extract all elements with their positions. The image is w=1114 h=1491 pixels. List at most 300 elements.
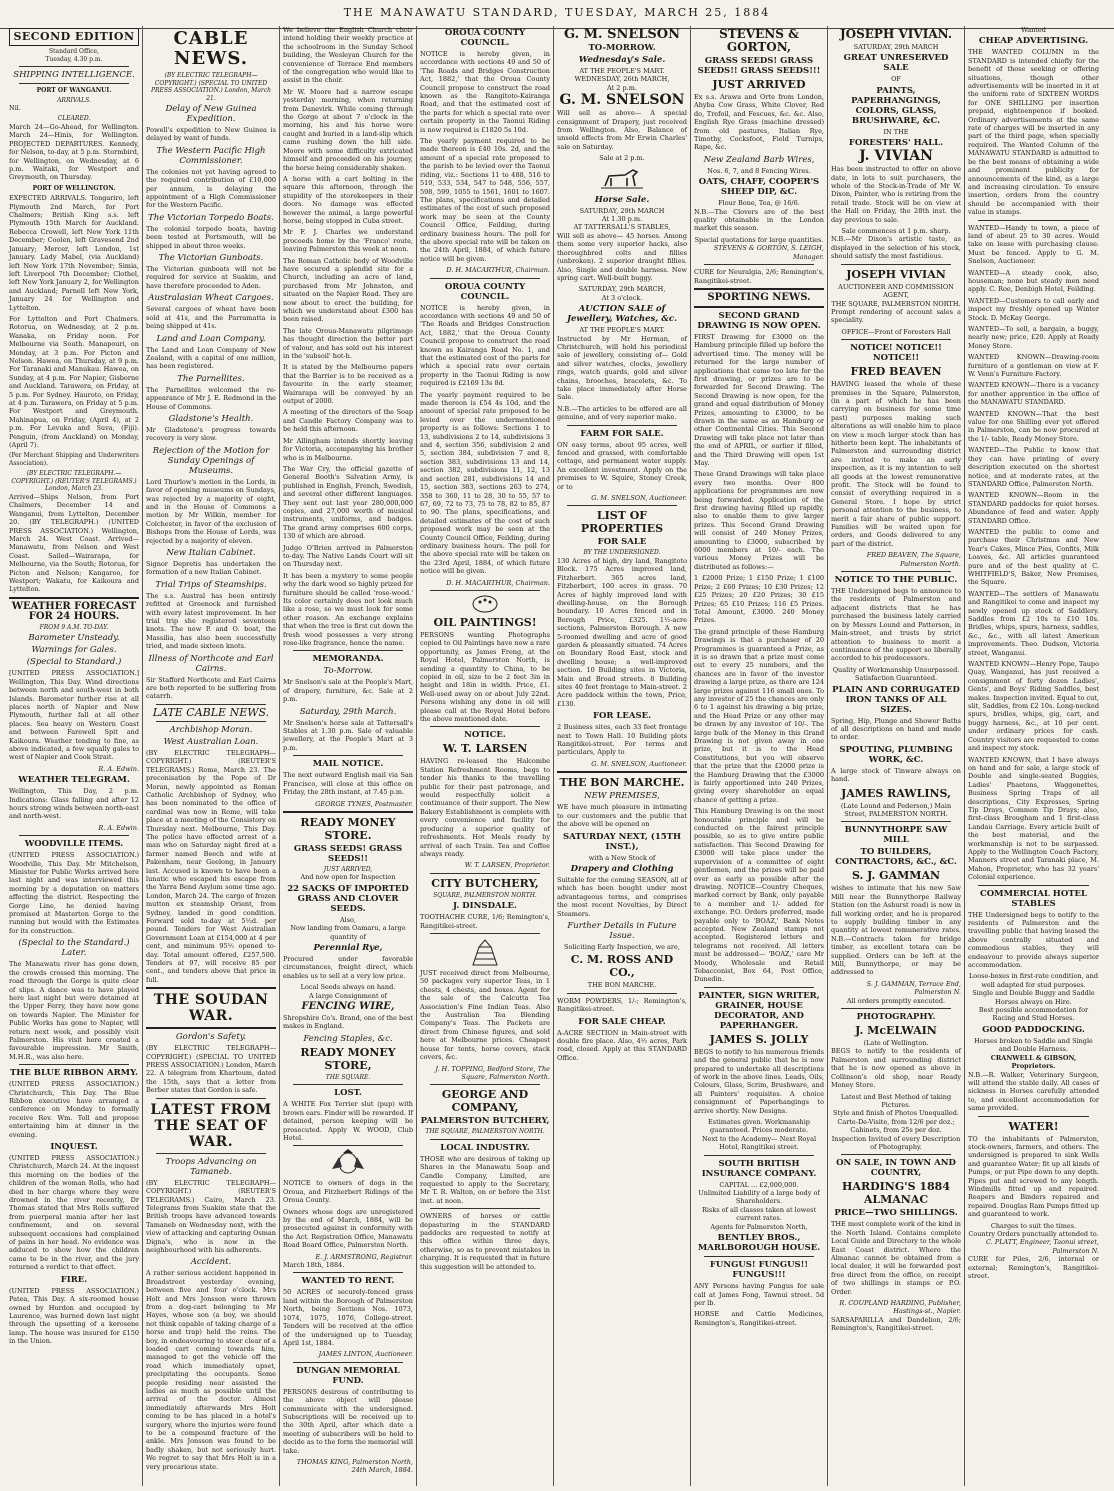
horse-cure-ad: HORSE and Cattle Medicines, Remington's, Rangitikei-street. <box>694 1310 824 1327</box>
local-t10: The War Cry, the official gazette of General Booth's Salvation Army, is published in English, French, Swedish, and several other different languages. They sent out last year 280,000,000 copies, and 27,000 worth of musical instruments, uniforms, and badges. The grand army comprises 600 corps, 130 of which are abroad. <box>283 464 413 541</box>
cable-t1: Powell's expedition to New Guinea is delayed by want of funds. <box>146 126 276 143</box>
telegram-text: Wellington, This Day, 2 p.m. Indications: Glass falling and after 12 hours strong winds between north-east and north-west. <box>9 787 139 821</box>
sale-at: Sale at 2 p.m. <box>599 154 645 163</box>
wanted-4: WANTED—To sell, a bargain, a buggy, nearly new; price, £20. Apply at Ready Money Store. <box>968 325 1099 350</box>
council-notice-sign: D. H. MACARTHUR, Chairman. <box>446 266 550 275</box>
dateline: Standard Office, Tuesday, 4.30 p.m. <box>45 48 103 63</box>
departures-text: For Lyttelton and Port Chalmers. Rotorua, on Wednesday, at 2 p.m. Wanaka, on Friday noon. For Melbourne via South. Manapouri, on Monday, at 3 p.m. For Picton and Nelson. Hawea, on Thursday, at 9 p.m. For Taranaki and Manukau. Hawea, on Sunday, at 4 p.m. For Napier, Gisborne and Auckland. Tarawera, on Friday, at 5 p.m. For Sydney. Hauroto, on Friday, at 4 p.m. Tarawera, on Friday at 5 p.m. For Westport and Greymouth. Mahinapua, on Friday, (April 4), at 2 p.m. For Levuka and Suva, (Fiji). Penguin, (from Auckland) on Monday, (April 7). <box>9 314 139 450</box>
memo-t14: Mr Snelson's horse sale at Tattersall's Stables at 1.30 p.m. Sale of valuable jewellery, at the People's Mart at 3 p.m. <box>283 718 413 752</box>
horse-text: Will sell as above— 45 horses. Among them some very superior hacks, also thoroughbred colts and fillies (unbroken). 2 superior draught fillies. Also, Single and double harness. New spring cart. Well-built buggy. <box>557 231 687 282</box>
unlimited-line: Unlimited Liability of a large body of Shareholders. <box>698 1189 820 1206</box>
cable-sub: (BY ELECTRIC TELEGRAPH—COPYRIGHT.) (SPECIAL TO UNITED PRESS ASSOCIATION.) London, March 21. <box>150 72 271 102</box>
bon-text: WE have much pleasure in intimating to our customers and the public that the above will be opened on <box>557 803 687 829</box>
weather-text: [UNITED PRESS ASSOCIATION.] Wellington, This Day. Wind directions between north and south-west in both Islands. Barometer further rise at all places north of Napier and New Plymouth, further fall at all other places. Sea heavy on Western Coast and between Farewell Spit and Kaikoura. Weather tending to fine, as above indicated, a few squally gales to west of Napier and Cook Strait. <box>9 669 139 762</box>
topping-sign: J. H. TOPPING, Bedford Store, The Square, Palmerston North. <box>435 1064 550 1081</box>
port-wanganui-heading: PORT OF WANGANUI. <box>36 87 112 94</box>
port-wellington-heading: PORT OF WELLINGTON. <box>32 184 116 192</box>
sporting-heading: SPORTING NEWS. <box>707 291 811 303</box>
george-co: GEORGE AND COMPANY, <box>441 1088 529 1115</box>
great-sale: GREAT UNRESERVED SALE <box>843 53 949 74</box>
cable-h10: New Italian Cabinet. <box>166 548 256 558</box>
fire-text: (UNITED PRESS ASSOCIATION.) Patea, This Day. A six-roomed house owned by Hurdon and occupied by Laurence, was burned down last night through the upsetting of a kerosene lamp. The house was insured for £150 in the Union. <box>9 1286 139 1346</box>
cable-t2: The colonies not yet having agreed to the required contribution of £10,000 per annum, is delaying the appointment of a High Commissioner for the Western Pacific. <box>146 167 276 210</box>
blue-ribbon-text: (UNITED PRESS ASSOCIATION.) Christchurch, This Day. The Blue Ribbon executive have arranged a conference on Monday to formally receive Rev. Wm. Toll and propose entertaining him at dinner in the evening. <box>9 1080 139 1139</box>
memo-sub: To-Morrow. <box>323 666 373 677</box>
farm-heading: FARM FOR SALE. <box>580 428 664 439</box>
local-t11: Judge O'Brien arrived in Palmerston to-day. The Native Lands Court will sit on Thursday next. <box>283 543 413 569</box>
just-text-6: Ex s.s. Arawa and Orte from London, Ahyba Cow Grass, White Clover, Red do, Trefoil, and Fescues, &c. &c. Also, English Rye Grass (machine dressed) from old pastures, Italian Rye, Timothy, Cocksfoot, Field Turnips, Rape, &c. <box>694 93 824 152</box>
weather-forecast-heading: WEATHER FORECAST FOR 24 HOURS. <box>11 600 137 622</box>
public-text: THE Undersigned begs to announce to the residents of Palmerston and adjacent districts that he has purchased the business lately carried on by Messrs Lound and Patterson, in Main-street, and trusts by strict attention to business to merit a continuance of the support so liberally accorded to his predecessors. <box>831 587 961 663</box>
water-text: TO the inhabitants of Palmerston, stock-owners, farmers, and others. The undersigned is prepared to sink Wells and guarantee Water; fit up all kinds of Pumps, or put Pipe down to any depth. Pipes put and screwed to any length. Windmills fitted up and repaired. Reapers and Binders repaired and repaired. Douglas Ram Pumps fitted up and guaranteed to work. <box>968 1134 1099 1219</box>
of-line: OF <box>891 75 901 84</box>
saw-mill: BUNNYTHORPE SAW MILL <box>844 825 948 846</box>
cable-h4: The Victorian Gunboats. <box>158 253 264 264</box>
stevens-sign: STEVENS & GORTON, S. LEIGH, Manager. <box>713 244 824 261</box>
builders-line: TO BUILDERS, CONTRACTORS, &C., &C. <box>835 847 957 868</box>
grass-seeds-line: GRASS SEEDS! GRASS SEEDS!! <box>293 843 403 864</box>
weather-sign: R. A. Edwin. <box>98 764 139 773</box>
style-line: Style and finish of Photos Unequalled. <box>833 1109 959 1118</box>
local-industry-heading: LOCAL INDUSTRY. <box>440 1142 530 1153</box>
cable-h6: Land and Loan Company. <box>156 333 266 344</box>
gms-name: G. M. SNELSON <box>559 92 685 109</box>
cable-news-title: CABLE NEWS. <box>173 28 249 69</box>
wanted-12: WANTED KNOWN—Henry Pope, Taupo Quay, Wanganui, has just received a consignment of forty dozen Ladies', Gents', and Boys' Riding Saddles, best makes. Inspection invited. Equal to cut, slit, Saddles, from £2 10s. Long-necked spurs, bridles, whips, gig, cart, and buggy harness, &c., at 10 per cent. under ordinary prices for cash. Country visitors are requested to come and inspect my stock. <box>968 660 1099 753</box>
vivian-name: J. VIVIAN <box>859 148 933 165</box>
harding-sign: R. COUPLAND HARDING, Publisher, Hastings-st., Napier. <box>839 1299 961 1316</box>
cable-h9: Rejection of the Motion for Sunday Openings of Museums. <box>152 445 270 476</box>
also-text: Now landing from Oamaru, a large quantity of <box>290 924 406 941</box>
paddocking: GOOD PADDOCKING. <box>982 1024 1085 1035</box>
fungus-text: ANY Persons having Fungus for sale call at James Fong, Tawnui street. 5d per lb. <box>694 1282 824 1307</box>
water-heading: WATER! <box>1008 1119 1059 1133</box>
dungan-heading: DUNGAN MEMORIAL FUND. <box>296 1365 400 1386</box>
oil-paintings-heading: OIL PAINTINGS! <box>433 615 537 629</box>
single-double: Single and Double Buggy and Saddle Horses always on Hire. <box>972 989 1095 1006</box>
cable-t9: Lord Thurlow's motion in the Lords, in favor of opening museums on Sundays, was rejected by a majority of eight, and in the House of Commons a motion by Mr Wilkin, member for Colchester, in favor of the exclusion of Bishops from the House of Lords, was rejected by a majority of eleven. <box>146 477 276 545</box>
local-t9: Mr Allingham intends shortly leaving for Victoria, accompanying his brother who is in Melbourne. <box>283 436 413 462</box>
piles-ad: CURE for Piles, 2/6, internal or external; Remington's, Rangitikei-street. <box>968 1255 1099 1281</box>
mcelwain-name: J. McELWAIN <box>855 1024 937 1038</box>
charges-line: Charges to suit the times. <box>990 1221 1077 1230</box>
wanted-9: WANTED KNOWN—Room in the STANDARD paddocks for quiet horses. Abundance of feed and water. Apply STANDARD Office. <box>968 491 1099 525</box>
cable-h7: The Parnellites. <box>177 373 245 384</box>
shipping-heading: SHIPPING INTELLIGENCE. <box>13 70 135 80</box>
wanted-rent-heading: WANTED TO RENT. <box>301 1276 395 1287</box>
dungan-sign: THOMAS KING, Palmerston North, 24th March, 1884. <box>296 1457 413 1475</box>
new-premises: NEW PREMISES, <box>584 791 660 802</box>
list-text: 130 Acres of high, dry land, Rangitoto Block. 175 Acres improved land, Fitzherbert. 365 acres land, Fitzherbert, 100 acres in grass. 70 Acres of highly improved land with dwelling-house, on the Borough boundary. 10 Acres fenced and in Borough Price, £325. 1½-acre sections, Palmerston Borough. A new 5-roomed dwelling and acre of good garden & pleasantly situated. 74 Acres on Boundary Road East, stock and dwelling house; a well-improved section. 10 Building sites in Victoria, Main and Broad streets. 8 Building sites 40 feet frontage to Main-street. 2 Acre paddock within the town, Price, £130. <box>557 556 687 708</box>
platt-sign: C. PLATT, Engineer, Taonui street, Palmerston N. <box>985 1238 1099 1255</box>
cable-t6: The Land and Loan Company of New Zealand, with a capital of one million, has been registered. <box>146 345 276 371</box>
cable-h16: Troops Advancing on Tamaneb. <box>165 1156 257 1177</box>
council-heading-2: OROUA COUNTY COUNCIL. <box>444 281 526 302</box>
sale-time: At 2 p.m. <box>607 83 637 92</box>
city-butchery: CITY BUTCHERY, <box>431 876 539 890</box>
stevens-gorton: STEVENS & GORTON, <box>719 27 799 54</box>
woodville-text: (UNITED PRESS ASSOCIATION.) Woodville, This Day. Mr Mitchelson, Minister for Public Works arrived here last night and was interviewed this morning by a deputation on matters affecting the district. Respecting the Gorge Line, he denied having promised at Masterton Gorge to the running but would with the Estimates for its construction. <box>9 851 139 935</box>
fungus-heading: FUNGUS! FUNGUS!! FUNGUS!!! <box>709 1260 809 1281</box>
jolly-name: JAMES S. JOLLY <box>709 1032 809 1046</box>
late-cable-heading: LATE CABLE NEWS. <box>152 705 270 719</box>
just-arrived-6: JUST ARRIVED <box>712 78 806 91</box>
inquest-text: (UNITED PRESS ASSOCIATION.) Christchurch, March 24. At the inquest this morning on the bodies of the children of the woman Rolls, who had died in her charge where they were drowned in the river recently, Dr Thomas stated that Mrs Rolls suffered from puerperal mania after her last confinement, and on several subsequent occasions had complained of pains in her head. No evidence was adduced to show how the children came to be in the river, and the jury returned a verdict to that effect. <box>9 1154 139 1272</box>
insurance-heading: SOUTH BRITISH INSURANCE COMPANY. <box>701 1158 817 1179</box>
sarsaparilla-ad: SARSAPARILLA and Dandelion, 2/6; Remington's, Rangitikei-street. <box>831 1315 961 1333</box>
prize-text-2: The grand principle of these Hamburg Drawings is that a purchaser of 20 Programmes is guaranteed a Prize, as it is so drawn that a prize must come out to every 25 numbers, and the chances are in favor of the investor drawing a large prize, as there are 124 large prizes against 116 small ones. To any investor of 25 the chances are only 6 to 1 against his drawing a big prize, and the Head Prize or any other may be drawn by any investor of 10/-. The large bulk of the Money in this Grand Drawing is not given away in one prize, but it is to the Head Constitutions, but you will observe that the prize that the £2000 prize is the Hamburg Drawing that the £3000 is fairly apportioned into 240 Prizes, giving every shareholder an equal chance of getting a prize. <box>694 627 824 804</box>
store-name: READY MONEY STORE, <box>300 1045 396 1072</box>
fire-heading: FIRE. <box>60 1274 88 1285</box>
woodville-special: (Special to the Standard.) Later. <box>18 938 130 959</box>
gamman-sign: S. J. GAMMAN, Terrace End, Palmerston N. <box>866 979 961 997</box>
council2-sign: D. H. MACARTHUR, Chairman. <box>446 578 550 587</box>
vivian-date: SATURDAY, 29th MARCH <box>853 43 939 51</box>
cable-t7: The Parnellites welcomed the re-appearance of Mr J. E. Redmond in the House of Commons. <box>146 385 276 411</box>
latest-method: Latest and Best Method of taking Pictures. <box>840 1092 952 1109</box>
arrivals-text: Nil. <box>9 104 21 112</box>
local-t2: Mr W. Moore had a narrow escape yesterday morning, when returning from Danevirk. While coming through the Gorge at about 7 o'clock in the morning, his and his horse were caught and buried in a land-slip which came rushing down the hill side. Moore with some difficulty extricated himself and proceeded on his journey, the horse being considerably shaken. <box>283 87 413 172</box>
mail-text: The next outward English mail via San Francisco, will close at this office on Friday, the 28th instant, at 7.45 p.m. <box>283 771 413 797</box>
special-quotes: Special quotations for large quantities. <box>694 235 824 244</box>
warnings-line: Warnings for Gales. <box>31 645 117 656</box>
farm-sign: G. M. SNELSON, Auctioneer. <box>591 494 687 503</box>
barb-wire: New Zealand Barb Wires, <box>703 154 815 165</box>
rent-text: 50 ACRES of securely-fenced grass land within the Borough of Palmerston North, being Sections Nos. 1073, 1074, 1075, 1076, College-street. Tenders will be received at the office of the undersigned up to Tuesday, April 1st, 1884. <box>283 1288 413 1347</box>
larsen-name: W. T. LARSEN <box>442 742 528 756</box>
jolly-text: BEGS to notify to his numerous friends and the general public that he is now prepared to undertake all descriptions of work in the above lines. Leads, Oils, Colours, Glass, Scrim, Brushware, and all Painters' requisites. A choice consignment of Paperhangings to arrive shortly. New Designs. <box>694 1047 824 1115</box>
wanted-5: WANTED KNOWN—Drawing-room furniture of a gentleman on view at F. W. Venn's Furniture Factory. <box>968 353 1099 379</box>
dog-notice-text: Owners whose dogs are unregistered by the end of March, 1884, will be prosecuted against in conformity with the Act. Registration Office, Manawatu Road Board Office, Palmerston North. <box>283 1207 413 1250</box>
list-heading: LIST OF PROPERTIES <box>580 509 664 536</box>
horse-date: SATURDAY, 29th MARCH <box>579 206 665 215</box>
jewel-text: Instructed by Mr Herman, of Christchurch, will hold his periodical sale of jewellery, consisting of— Gold and silver watches, clocks, jewellery rings, watch guards, gold and silver chains, brooches, bracelets, &c. To take place immediately after Horse Sale. <box>557 334 687 402</box>
notice-triple: NOTICE! NOTICE!! NOTICE!! <box>850 343 942 364</box>
cable-h11: Trial Trips of Steamships. <box>155 579 267 590</box>
local-t5: The Roman Catholic body of Woodville have secured a splendid site for a Church, including an acre of land, purchased from Mr Johnston, and situated on the Napier Road. They are now about to erect the building, for which we understand about £300 has been raised. <box>283 256 413 324</box>
carte-line: Carte-De-Visite, from 12/6 per doz.; Cabinets, from 25s per doz. <box>837 1117 955 1135</box>
drawing-text: FIRST Drawing for £3000 on the Hamburg principle filled up before the advertised time. The money will be returned for the large number of applications that came too late for the first drawing, or prizes are to be forwarded for Second Drawing. The Second Drawing is now open, for the grand and equal distribution of Money Prizes, amounting to £3000, to be drawn in the same as an Hamburg or other Continental Cities. This Second Drawing will take place not later than the end of APRIL, or earlier if filled, and the Third Drawing will open 1st May. <box>694 332 824 467</box>
by-undersigned: BY THE UNDERSIGNED. <box>583 549 661 557</box>
dog-notice-heading: NOTICE to owners of dogs in the Oroua, and Fitzherbert Ridings of the Oroua County. <box>283 1179 413 1205</box>
second-edition-title: SECOND EDITION <box>9 28 139 46</box>
wanted-2: WANTED—A steady cook, also, houseman; none but steady men need apply. C. Roe, Denbigh Hotel, Feilding. <box>968 268 1099 294</box>
painter-heading: PAINTER, SIGN WRITER, GRAINER, HOUSE DECORATOR, AND PAPERHANGER. <box>698 990 820 1031</box>
cable-t3: The colonial torpedo boats, having been tested at Portsmouth, will be shipped in about three weeks. <box>146 224 276 250</box>
column-6 <box>691 26 828 1486</box>
larsen-sign: W. T. LARSEN, Proprietor. <box>464 861 550 870</box>
lost-heading: LOST. <box>334 1088 362 1099</box>
lease-heading: FOR LEASE. <box>592 711 652 722</box>
inquest-heading: INQUEST. <box>50 1142 98 1152</box>
council-heading: OROUA COUNTY COUNCIL. <box>444 28 526 48</box>
topping-text: JUST received direct from Melbourne, 50 packages very superior Teas, in 1 chests, 4 chests, and boxes. Agent for the sale of the Calcutta Tea Association's Fine Indian Teas. Also the Australian Tea Blending Company's Teas. The Packets are direct from Chinese figures, and sold here at Melbourne prices. Cheapest house for tents, horse covers, stack covers, &c. <box>420 969 550 1062</box>
drawing-heading: SECOND GRAND DRAWING IS NOW OPEN. <box>697 310 821 331</box>
harding-almanac: HARDING'S 1884 ALMANAC <box>842 1180 950 1207</box>
snelson-heading: G. M. SNELSON <box>563 27 681 42</box>
sale-date: WEDNESDAY, 26th MARCH, <box>574 75 670 84</box>
cable-t8: Mr Gladstone's progress towards recovery is very slow. <box>146 425 276 443</box>
bon-text-3: Suitable for the coming SEASON, all of which has been bought under most advantageous terms, and comprises the most recent Novelties, by Direct Steamers. <box>557 875 687 918</box>
council-notice-text: NOTICE is hereby given, in accordance with sections 49 and 50 of 'The Roads and Bridges Construction Act, 1882,' that the Oroua County Council propose to construct the road known as the Rangitoto-Kairanga Road, and that the estimated cost of the parts for which a special rate over certain property in the Taonui Riding is now required is £1820 5s 10d. <box>420 50 550 134</box>
horses-broken: Horses broken to Saddle and Single and Double Harness. <box>974 1036 1093 1054</box>
just-arrived: JUST ARRIVED, <box>323 865 373 873</box>
butchery-square: SQUARE, PALMERSTON NORTH. <box>433 891 537 899</box>
cable-t10: Signor Depretis has undertaken the formation of a new Italian Cabinet. <box>146 560 276 577</box>
store-square: THE SQUARE. <box>325 1073 371 1081</box>
local-t12: It has been a mystery to some people why the dark wood so highly prized for furniture should be called 'rose-wood.' Its color certainly does not look much like a rose, so we must look for some other reason. An exchange explains that when the tree is first cut down the fresh wood possesses a very strong rose-like fragrance, hence the name. <box>283 571 413 648</box>
tanks-text: Spring, Hip, Plunge and Shower Baths of all descriptions on hand and made to order. <box>831 716 961 742</box>
risks-line: Risks of all classes taken at lowest current rates. <box>701 1205 817 1223</box>
oats-note: N.B.—The Clovers are of the best quality obtainable in the London market this season. <box>694 207 824 233</box>
weather-telegram-heading: WEATHER TELEGRAM. <box>18 775 130 786</box>
telegraph-text: Arrived—Ships Nelson, from Port Chalmers, December 14 and Wanganui, from Lyttelton, December 20. (BY TELEGRAPH.) (UNITED PRESS ASSOCIATION.) Wellington, March 24. West Coast. Arrived—Manawatu, from Nelson and West Coast. Sailed—Wairarapa, for Melbourne, via the South; Rotorua, for Picton and Nelson; Kangaroo, for Westport; Wakatu, for Kaikoura and Lyttelton. <box>9 492 139 594</box>
cable-t12: Sir Stafford Northcote and Earl Cairns are both reported to be suffering from catarrh. <box>146 675 276 701</box>
weather-sub: FROM 9 A.M. TO-DAY. <box>39 623 109 631</box>
gamman-name: S. J. GAMMAN <box>851 869 941 883</box>
gamman-text: wishes to intimate that his new Saw Mill near the Bunnythorpe Railway Station (on the Ashurst road) is now in full working order, and he is prepared to supply building timber in any quantity at lowest remunerative rates. N.B.—Contracts taken for bridge timber, as excellent totara can be supplied. Orders can be left at the Mill, Bunnythorpe, or may be addressed to <box>831 884 961 977</box>
vivian-note: N.B.—Mr Dixon's artistic taste, as displayed in the selection of his stock, should satisfy the most fastidious. <box>831 235 961 261</box>
column-4 <box>417 26 554 1486</box>
photography-heading: PHOTOGRAPHY. <box>856 1012 936 1023</box>
dog-notice-date: March 18th, 1884. <box>283 1261 345 1270</box>
column-7 <box>828 26 965 1486</box>
mcelwain-sub: (Late of Wellington. <box>863 1039 929 1048</box>
cable-t5: Several cargoes of wheat have been sold at 41s, and the Parramatta is being shipped at 41s. <box>146 305 276 331</box>
almanac-sale: ON SALE, IN TOWN AND COUNTRY, <box>836 1158 956 1179</box>
horse-sale-heading: Horse Sale. <box>594 194 650 205</box>
cranwell-gibson: CRANWELL & GIBSON, Proprietors. <box>990 1053 1077 1071</box>
rawlins-sub: (Late Lound and Pederson,) Main Street, PALMERSTON NORTH. <box>840 801 952 818</box>
horse-icon <box>597 166 647 192</box>
next-door-line: Next to the Academy— Next Royal Hotel, Rangitikei street. <box>701 1134 817 1152</box>
cable-h2: The Western Pacific High Commissioner. <box>156 145 266 166</box>
tanks-heading: PLAIN AND CORRUGATED IRON TANKS OF ALL SIZES. <box>832 684 960 715</box>
cable-h12: Illness of Northcote and Earl Cairns. <box>148 653 274 674</box>
mail-notice-heading: MAIL NOTICE. <box>312 759 384 770</box>
ross-name: C. M. ROSS AND CO., <box>570 953 674 980</box>
mart-line: AT THE PEOPLE'S MART. <box>579 67 665 75</box>
oats-line: OATS, CHAFF, COOPER'S SHEEP DIP, &C. <box>698 177 820 198</box>
column-8 <box>965 26 1102 1486</box>
orders-line: All orders promptly executed. <box>846 996 946 1005</box>
spouting-heading: SPOUTING, PLUMBING WORK, &C. <box>839 744 953 765</box>
oil-text: PERSONS wanting Photographs copied to Oil Paintings have now a rare opportunity, as James Freng, at the Royal Hotel, Palmerston North, is sending a quantity to China, to be copied in oil, size to be 2 feet 3in in height and 18in in width. Price, £1. Well-used away on or about July 22nd. Persons wishing any done in oil will please call at the Royal Hotel before the above mentioned date. <box>420 630 550 724</box>
vivian-sale-time: Sale commences at 1 p.m. sharp. <box>841 227 951 236</box>
hotel-stables: COMMERCIAL HOTEL STABLES <box>979 888 1088 909</box>
wire-text: Nos. 6, 7, and 8 Fencing Wires. <box>707 166 811 175</box>
cheap-heading: FOR SALE CHEAP. <box>578 1016 666 1027</box>
neuralgia-ad: CURE for Neuralgia, 2/6; Remington's, Rangitikei-street. <box>694 268 824 285</box>
oats-2: Flour Bone, Tea, @ 16/6. <box>718 199 800 208</box>
joseph-sub: AUCTIONEER AND COMMISSION AGENT, <box>838 282 954 300</box>
capital-line: CAPITAL ... £2,000,000. <box>719 1180 799 1189</box>
bon-text-2: with a New Stock of <box>588 853 656 862</box>
wed-sale: Wednesday's Sale. <box>578 55 666 65</box>
soudan-war-heading: THE SOUDAN WAR. <box>153 992 269 1025</box>
beehive-icon <box>465 937 505 967</box>
local-t6: The late Oroua-Manawatu pilgrimage has thought direction the better part of valour, and has sold out his interest in the 'subsoil' hot-h. <box>283 326 413 361</box>
column-3 <box>280 26 417 1486</box>
inspection-text: And now open for Inspection <box>300 873 396 882</box>
woodville-heading: WOODVILLE ITEMS. <box>24 839 124 850</box>
council2-text: NOTICE is hereby given, in accordance with sections 49 and 50 of 'The Roads and Bridges Construction Act, 1882,' that the Oroua County Council propose to construct the road known as Kairanga Road No. 1, and that the estimated cost of the parts for which a special rate over certain property in the Taonui Riding is now required is £2169 13s 8d. <box>420 303 550 388</box>
local-t1: We believe the English Church choir intend holding their weekly practice at the schoolroom in the Sunday School building, the Wesleyan Church for the convenience of Terrace End members of the congregation who would like to assist in the choir. <box>283 26 413 85</box>
consignment-line: A large Consignment of <box>309 991 387 1000</box>
lost-text: A WHITE Fox Terrier slut (pup) with brown ears. Finder will be rewarded. If detained, person keeping will be prosecuted. Apply W. WOOD, Club Hotel. <box>283 1100 413 1142</box>
cable-h13: Archbishop Moran. <box>169 724 253 735</box>
special-line: (Special to Standard.) <box>26 657 122 668</box>
in-the: IN THE <box>883 127 909 136</box>
memoranda-heading: MEMORANDA. <box>312 654 384 665</box>
drawing-text-2: These Grand Drawings will take place every two months. Over 800 applications for programmes are now being forwarded. Application of the first drawing having filled up rapidly, also to enable them to give larger prizes. This Second Grand Drawing will consist of 240 Money Prizes, amounting to £3000, subscribed by 6000 members at 10/- each. The various Money Prizes will be distributed as follows:— <box>694 470 824 571</box>
paints-line: PAINTS, PAPERHANGINGS, COLORS, GLASS, BRUSHWARE, &C. <box>851 85 941 126</box>
arrivals-label: ARRIVALS. <box>57 96 91 104</box>
local-t3: A horse with a cart bolting in the square this afternoon, through the stupidity of the storekeepers in their doors. No damage was effected however the animal, a large powerful horse, being stopped in Cuba street. <box>283 174 413 225</box>
masthead: THE MANAWATU STANDARD, TUESDAY, MARCH 25, 1884 <box>0 0 1114 29</box>
prize-text: 1 £2000 Prize; 1 £150 Prize; 1 £100 Prize; 2 £60 Prizes; 10 £30 Prizes; 12 £25 Prizes; 20 £20 Prizes; 30 £15 Prizes; 65 £10 Prizes; 116 £5 Prizes. Total Amount, £3000. 240 Money Prizes. <box>694 574 824 625</box>
rawlins-name: JAMES RAWLINS, <box>841 786 951 800</box>
wanted-label: Wanted <box>1021 26 1046 34</box>
cable-t15: (BY ELECTRIC TELEGRAPH—COPYRIGHT.) (SPECIAL TO UNITED PRESS ASSOCIATION.) London, March 22. A telegram from Khartoum, dated the 15th, says that a letter from Berber states that Gordon is safe. <box>146 1044 277 1095</box>
local-t4: Mr F. J. Charles we understand proceeds home by the 'Franco' route, leaving Palmerston this week at noon. <box>283 228 413 254</box>
cable-t16: (BY ELECTRIC TELEGRAPH—COPYRIGHT.) (REUTER'S TELEGRAMS.) Cairo, March 23. Telegrams from Suakim state that the British troops have advanced towards Tamaneb on Wednesday next, with the view of attacking and capturing Osman Digna's, who is now in the neighbourhood with his adherents. <box>146 1178 276 1254</box>
auction-heading: AUCTION SALE of Jewellery, Watches, &c. <box>566 304 678 325</box>
palette-icon <box>470 594 500 614</box>
also-line: Also, <box>339 915 357 924</box>
joseph-square: THE SQUARE, PALMERSTON NORTH. <box>831 299 961 308</box>
walker-note: N.B.—R. Walker, Veterinary Surgeon, will attend the stable daily. All cases of sickness in Horses carefully attended to, and excellent accommodation for same provided. <box>968 1070 1099 1113</box>
local-seeds: Local Seeds always on hand. <box>300 983 396 992</box>
wanted-6: WANTED KNOWN—There is a vacancy for another apprentice in the office of the MANAWATU STANDARD. <box>968 381 1099 407</box>
cable-h5: Australasian Wheat Cargoes. <box>148 293 274 304</box>
column-2 <box>143 26 280 1486</box>
public-notice: NOTICE TO THE PUBLIC. <box>834 575 958 586</box>
palmerston-butchery: PALMERSTON BUTCHERY, <box>420 1116 550 1127</box>
spouting-text: A large stock of Tinware always on hand. <box>831 766 961 784</box>
joseph-text: Prompt rendering of account sales a speciality. <box>831 307 961 325</box>
tattersalls: AT TATTERSALL'S STABLES, <box>573 223 671 232</box>
jewel-note: N.B.—The articles to be offered are all genuine, and of very superior make. <box>557 404 687 422</box>
dungan-text: PERSONS desirous of contributing to the above object will please communicate with the undersigned. Subscriptions will be received up to the 30th April, after which date a meeting of subscribers will be held to decide as to the form the memorial will take. <box>283 1387 413 1455</box>
wanted-10: WANTED the public to come and purchase their Christmas and New Year's Cakes, Mince Pies, Confits, Milk Loaves, &c. All articles guaranteed pure and of the best quality at C. WHITFIELD'S, Baker, New Premises, the Square. <box>968 527 1099 587</box>
gms-text: Will sell as above— A special consignment of Drapery, just received from Wellington. Also, Balance of unsold effects from Mr Erwin Charles' sale on Saturday. <box>557 109 687 151</box>
beaven-sign: FRED BEAVEN, The Square, Palmerston North. <box>866 551 961 568</box>
cleared-label: CLEARED. <box>57 115 91 123</box>
cable-h3: The Victorian Torpedo Boats. <box>148 212 274 223</box>
horse-time: At 1.30 p.m. <box>601 215 643 224</box>
barometer-line: Barometer Unsteady. <box>28 633 120 644</box>
lease-text: 2 Business sites, each 33 feet frontage next to Town Hall. 10 Building plots Rangitikei-street. For terms and particulars, Apply to <box>557 723 687 757</box>
quality-line: Quality of Workmanship Unsurpassed. <box>832 665 960 674</box>
port-wellington-text: EXPECTED ARRIVALS. Tongariro, left Plymouth 2nd March, for Port Chalmers; British King s.s. left Plymouth 15th March for Auckland. Rebecca Crowell, left New York 11th December; Coolen, left Gravesend 2nd January; Mercer, left London, 1st January. Lady Mabel, (via Auckland) left New York 17th November; Simia, left Liverpool 7th December; Clothel, left New York January 2, for Wellington and Auckland; Parnell left New York, January 24 for Wellington and Lyttelton. <box>9 194 139 312</box>
cable-t14: (BY ELECTRIC TELEGRAPH—COPYRIGHT.) (REUTER'S TELEGRAMS.) Rome, March 23. The preconisation by the Pope of Dr Moran, newly appointed as Roman Catholic Archbishop of Sydney, who has been nominated to the office of cardinal was now in Rome, will take place at a meeting of the Consistory on Thursday next. Melbourne, This Day. The police have effected arrest of a man who on Saturday night fired at a farmer named Beech and wife at Pakenham, near Geelong, in January last. Accused is known to have been a lunatic who escaped his escape from the Yarra Bend Asylum some time ago. London, March 24. The cargo of frozen mutton ex steamship Orient, from Sydney, landed in good condition. Forward sold to-day at 5½d. per pound. Tenders for West Australian Government Loan at £154,000 at 4 per cent, and minimum 95½ opened to-day. Total amount offered, £257,500. Tenders at 97, will receive 85 per cent., and tenders above that price in full. <box>146 748 276 984</box>
larsen-text: HAVING re-leased the Halcombe Station Refreshment Rooms, begs to tender his thanks to the travelling public for their past patronage, and would respectfully solicit a continuance of their support. The New Bakery Establishment is complete with every convenience and facility for producing a superior quality of refreshments. Hot Meals ready by arrival of each Train. Tea and Coffee always ready. <box>420 757 550 858</box>
lease-sign: G. M. SNELSON, Auctioneer. <box>591 759 687 768</box>
rent-sign: JAMES LINTON, Auctioneer. <box>318 1350 413 1359</box>
local-t7: It is stated by the Melbourne papers that the Barrier is to be received as a favourite in the early steamer, Wairarapa will be conveyed by an output of 2000. <box>283 363 413 406</box>
vivian-heading: JOSEPH VIVIAN. <box>839 27 953 41</box>
mail-sign: GEORGE TYNES, Postmaster. <box>315 799 413 808</box>
cheap-adv-text: THE WANTED COLUMN in the STANDARD is intended chiefly for the benefit of those seeking or offering situations, though other advertisements will be inserted in it at the uniform rate of SIXTEEN WORDS for ONE SHILLING per insertion prepaid, eighteenpence if booked. Ordinary advertisements at the same rate of charges will be inserted in any part of the third page, when specially required. The Wanted Column of the MANAWATU STANDARD is admitted to be the best means of obtaining a wide and prominent publicity for announcements of the kind, as a large and increasing circulation. To ensure insertion, orders from the country should be accompanied with their value in stamps. <box>968 48 1099 217</box>
bon-marche-2: THE BON MARCHE. <box>587 981 657 990</box>
royal-crest-icon <box>328 1149 368 1177</box>
estimates-line: Estimates given. Workmanship guaranteed. Prices moderate. <box>708 1118 810 1135</box>
cheap-text: A-ACRE SECTION in Main-street with double fire place. Also, 4½ acres, Park road, closed. Apply at this STANDARD Office. <box>557 1028 687 1062</box>
satisfaction-line: Satisfaction Guaranteed. <box>854 674 938 683</box>
dinsdale-name: J. DINSDALE. <box>453 901 517 912</box>
local-t8: A meeting of the directors of the Soap and Candle Factory Company was to be held this afternoon. <box>283 408 413 434</box>
vivian-text: Has been instructed to offer on above date, in lots to suit purchasers, the whole of the Stock-in-Trade of Mr W. Dixon, Painter, who is retiring from the retail trade. Stock will be on view at the Hall on Friday, the 28th inst. the day previous to sale. <box>831 165 961 224</box>
mart-line-2: AT THE PEOPLE'S MART. <box>579 326 665 335</box>
fencing-wire: FENCING WIRE, <box>301 1001 395 1013</box>
accident-heading: Accident. <box>190 1257 232 1268</box>
for-sale: FOR SALE <box>597 537 647 548</box>
drapery-line: Drapery and Clothing <box>570 863 674 874</box>
agents-line: Agents for Palmerston North, <box>710 1222 808 1231</box>
owners-notice: OWNERS of horses or cattle depasturing in the STANDARD paddocks are requested to notify at this office within three days, otherwise, so as to prevent mistakes in charging. It is requested that in future this suggestion will be attended to. <box>420 1212 550 1271</box>
wanted-11: WANTED—The settlers of Manawatu and Rangitikei to come and inspect my newly opened up stock of Saddlery. Saddles from £2 10s to £10 10s. Bridles, whips, spurs, harness, saddles, &c., &c., with all latest American improvements. Theo. Dudson, Victoria street, Wanganui. <box>968 589 1099 657</box>
bentley-bros: BENTLEY BROS., MARLBOROUGH HOUSE. <box>697 1233 821 1254</box>
latest-war-heading: LATEST FROM THE SEAT OF WAR. <box>150 1101 272 1150</box>
hotel-text: THE Undersigned begs to notify to the residents of Palmerston and the travelling public that having leased the above centrally situated and commodious stables, they will endeavour to provide always superior accommodation. <box>968 910 1099 970</box>
office-line: OFFICE—Front of Foresters Hall <box>841 327 951 336</box>
staples-line: Fencing Staples, &c. <box>303 1033 393 1044</box>
george-square: THE SQUARE, PALMERSTON NORTH. <box>425 1128 545 1136</box>
photo-text: BEGS to notify to the residents of Palmerston and surrounding district that he is now opened as above in Collinson's old shop, near Ready Money Store. <box>831 1047 961 1090</box>
press-note: (Per Merchant Shipping and Underwriters Association). <box>9 452 139 467</box>
beaven-text: HAVING leased the whole of these premises in the Square, Palmerston, (in a part of which he has been carrying on business for some time past) purposes making such alterations as will enable him to place on view a much larger stock than has hitherto been kept. The inhabitants of Palmerston and surrounding district are invited to make an early inspection, as it is my intention to sell all goods at the lowest remunerative profit. The Stock will be found to consist of everything required in a General Store. I hope by strict personal attention to the business, to merit a fair share of public support. Families will be waited upon for orders, and Goods delivered to any part of the district. <box>831 380 961 548</box>
rye-text: Procured under favorable circumstances, freight direct, which enables us to sell at a very low price. <box>283 955 413 980</box>
cable-h14: West Australian Loan. <box>163 736 259 747</box>
notice-heading: NOTICE. <box>464 730 506 741</box>
telegraph-note: (BY ELECTRIC TELEGRAPH.—COPYRIGHT.) (REUTER'S TELEGRAMS.) London, March 23. <box>11 470 137 493</box>
foresters-hall: FORESTERS' HALL. <box>848 138 944 149</box>
price-line: PRICE—TWO SHILLINGS. <box>834 1208 958 1219</box>
council2-text-2: The yearly payment required to be made thereon is £54 4s 10d, and the amount of special rate proposed to be levied over the undermentioned property is as follows: Sections 1 to 13, subdivisions 2 to 14, subdivisions 3 and 4, section 356, subdivision 2 and 5, section 384, subdivision 7 and 8, section 383, subdivisions 13 and 14, section 382, subdivisions 11, 12, 13 and section 281, subdivisions 14 and 15, section 383, sections 263 to 274, 358 to 360, 11 to 28, 30 to 55, 57 to 67, 69, 72 to 73, 75 to 78, 82 to 85, 87 to 90. The plans, specifications, and detailed estimates of the cost of such proposed work may be seen at the County Council Office, Feilding, during ordinary business hours. The poll for the above special rate will be taken on the 23rd April, 1884, of which future notice will be given. <box>420 390 550 576</box>
tomorrow-line: TO-MORROW. <box>588 43 656 53</box>
bon-marche: THE BON MARCHE. <box>559 776 685 790</box>
wanted-1: WANTED—Handy to town, a piece of land of about 25 to 30 acres. Would take on lease with purchasing clause. Must be fenced. Apply to G. M. Snelson, Auctioneer. <box>968 223 1099 266</box>
wanted-13: WANTED KNOWN, that I have always on hand and for sale, a large stock of Double and single-seated Buggies, Ladies' Phaetons, Waggonettes, Business Spring Traps of all descriptions, City Expresses, Spring Tip Drays, Common Tip Drays; also, first-class Brougham and 1 first-class Landau Carriage. Every article built of the best material, and the workmanship is not to be surpassed. Apply to the Wellington Coach Factory, Manners street and Taranaki place, M. Mahon, Proprietor, who has 32 years' Colonial experience. <box>968 755 1099 882</box>
telegram-sign: R. A. Edwin. <box>98 823 139 832</box>
cleared-text: March 24—Go-Ahead, for Wellington. March 24—Hinis, for Wellington. PROJECTED DEPARTURES. Kennedy, for Nelson, to-day, at 5 p.m. Stormbird, for Wellington, on Wednesday, at 6 p.m. Waitaki, for Westport and Greymouth, on Thursday. <box>9 122 139 182</box>
cable-t11: The s.s. Austral has been entirely refitted at Greenock and furnished with every latest improvement. In her trial trip she registered seventeen knots. The new P. and O. boat, the Massilia, has also been successfully tried, and made sixteen knots. <box>146 591 276 651</box>
country-orders: Country Orders punctually attended to. <box>968 1230 1099 1238</box>
column-1 <box>6 26 143 1486</box>
sacks-line: 22 SACKS OF IMPORTED GRASS AND CLOVER SEEDS. <box>287 883 409 914</box>
memo-sub-2: Saturday, 29th March. <box>299 706 397 717</box>
best-accommodation: Best possible accommodation for Racing and Stud Horses. <box>978 1006 1089 1023</box>
prize-text-3: This Hamburg Drawing is on the most honourable principle and will be conducted on the fairest principle possible, so as to give entire public satisfaction. This Second Drawing for £3000 will take place under the supervision of a committee of eight gentlemen, and the prizes will be paid over as early as possible after the drawing. NOTICE—Country Cheques, marked correct by Bank, only payable to a member and 1/- added for exchange. P.O. Orders preferred, made payable only to 'BOAZ,' Bank Notes accepted. New Zealand stamps not accepted. Registered letters and telegrams not received. All letters must be addressed— 'BOAZ,' care Mr Moody, Wholesale and Retail Tobacconist, Box 64, Post Office, Dunedin. <box>694 807 824 984</box>
saturday-next: SATURDAY NEXT, (15TH INST.), <box>563 831 681 852</box>
local-industry-text: THOSE who are desirous of taking up Shares in the Manawatu Soap and Candle Company, Limited, are requested to apply to the Secretary, Mr T. R. Walton, on or before the 31st inst. at noon. <box>420 1154 550 1205</box>
joseph-vivian: JOSEPH VIVIAN <box>846 267 946 281</box>
fencing-text: Shropshire Co's. Brand, one of the best makes in England. <box>283 1014 413 1031</box>
grass-seeds-6: GRASS SEEDS! GRASS SEEDS!! GRASS SEEDS!!! <box>697 56 821 76</box>
horse-time-2: At 3 o'clock. <box>601 293 643 302</box>
ready-money-heading: READY MONEY STORE. <box>300 815 396 842</box>
further-details: Further Details in Future Issue. <box>567 920 677 941</box>
cable-t4: The Victorian gunboats will not be required for service at Suakim, and have therefore proceeded to Aden. <box>146 265 276 290</box>
soliciting: Soliciting Early Inspection, we are, <box>564 942 680 951</box>
wanted-7: WANTED KNOWN—That the best value for one Shilling ever yet offered in Palmerston, can be now procured at the 1/- table, Ready Money Store. <box>968 409 1099 443</box>
blue-ribbon-heading: THE BLUE RIBBON ARMY. <box>9 1068 139 1079</box>
worm-ad: WORM POWDERS, 1/-; Remington's, Rangitikei-street. <box>557 996 687 1014</box>
cable-h8: Gladstone's Health. <box>168 413 254 424</box>
horse-date-2: SATURDAY, 29th MARCH, <box>578 285 666 294</box>
cable-h1: Delay of New Guinea Expedition. <box>165 104 257 124</box>
